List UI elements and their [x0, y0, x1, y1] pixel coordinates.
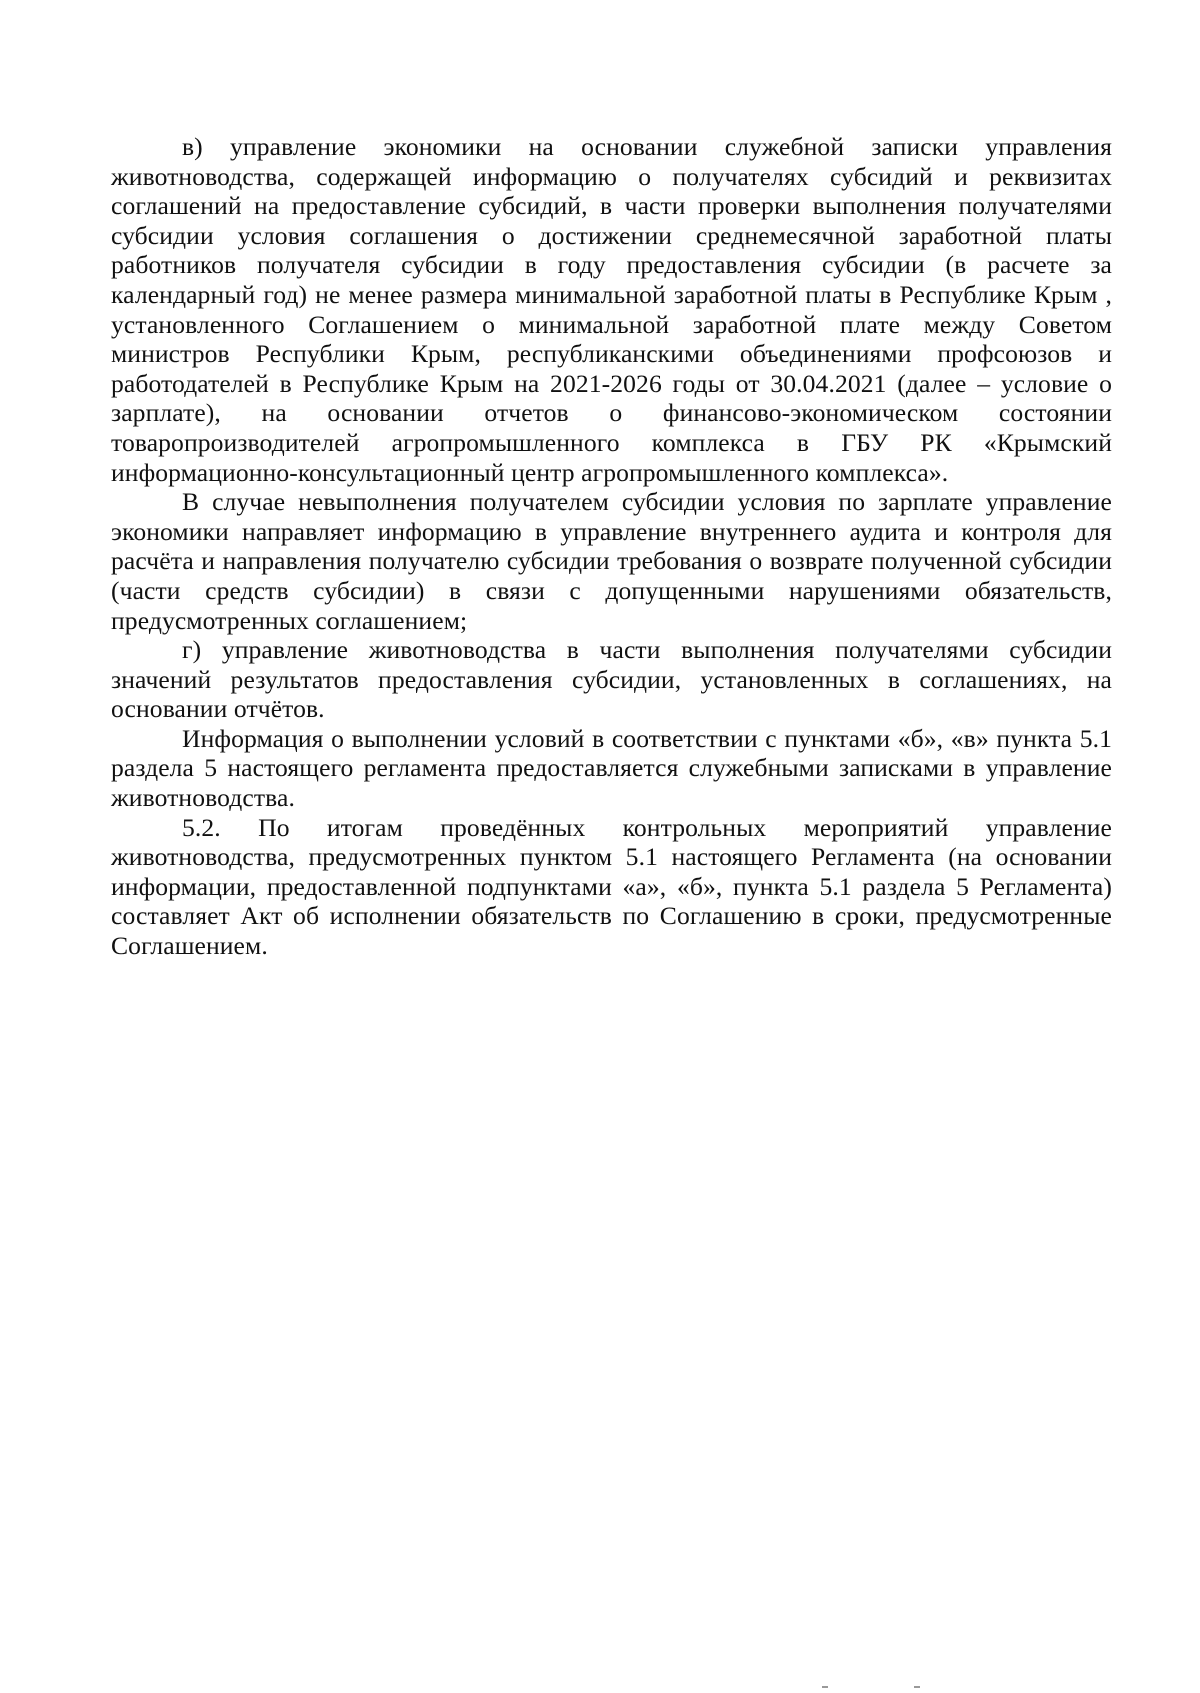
- paragraph-g-livestock-department: г) управление животноводства в части выполнения получателями субсидии значений результатов предоставления субсидии, установленных в соглашениях, на основании отчётов.: [111, 635, 1112, 724]
- paragraph-conditions-information: Информация о выполнении условий в соответствии с пунктами «б», «в» пункта 5.1 раздела 5 настоящего регламента предоставляется служебными записками в управление животноводства.: [111, 723, 1112, 813]
- scan-mark: [914, 1686, 920, 1688]
- document-body: [111, 132, 1112, 961]
- paragraph-5-2-control-results: 5.2. По итогам проведённых контрольных мероприятий управление животноводства, предусмотренных пунктом 5.1 настоящего Регламента (на основании информации, предоставленной подпунктами «а», «б», пункта 5.1 раздела 5 Регламента) составляет Акт об исполнении обязательств по Соглашению в сроки, предусмотренные Соглашением.: [111, 812, 1112, 961]
- paragraph-v-economics-department: в) управление экономики на основании служебной записки управления животноводства, содержащей информацию о получателях субсидий и реквизитах соглашений на предоставление субсидий, в части проверки выполнения получателями субсидии условия соглашения о достижении среднемесячной заработной платы работников получателя субсидии в году предоставления субсидии (в расчете за календарный год) не менее размера минимальной заработной платы в Республике Крым , установленного Соглашением о минимальной заработной плате между Советом министров Республики Крым, республиканскими объединениями профсоюзов и работодателей в Республике Крым на 2021-2026 годы от 30.04.2021 (далее – условие о зарплате), на основании отчетов о финансово-экономическом состоянии товаропроизводителей агропромышленного комплекса в ГБУ РК «Крымский информационно-консультационный центр агропромышленного комплекса».: [111, 132, 1112, 487]
- paragraph-salary-condition-failure: В случае невыполнения получателем субсидии условия по зарплате управление экономики направляет информацию в управление внутреннего аудита и контроля для расчёта и направления получателю субсидии требования о возврате полученной субсидии (части средств субсидии) в связи с допущенными нарушениями обязательств, предусмотренных соглашением;: [111, 487, 1112, 635]
- scan-mark: [822, 1686, 828, 1688]
